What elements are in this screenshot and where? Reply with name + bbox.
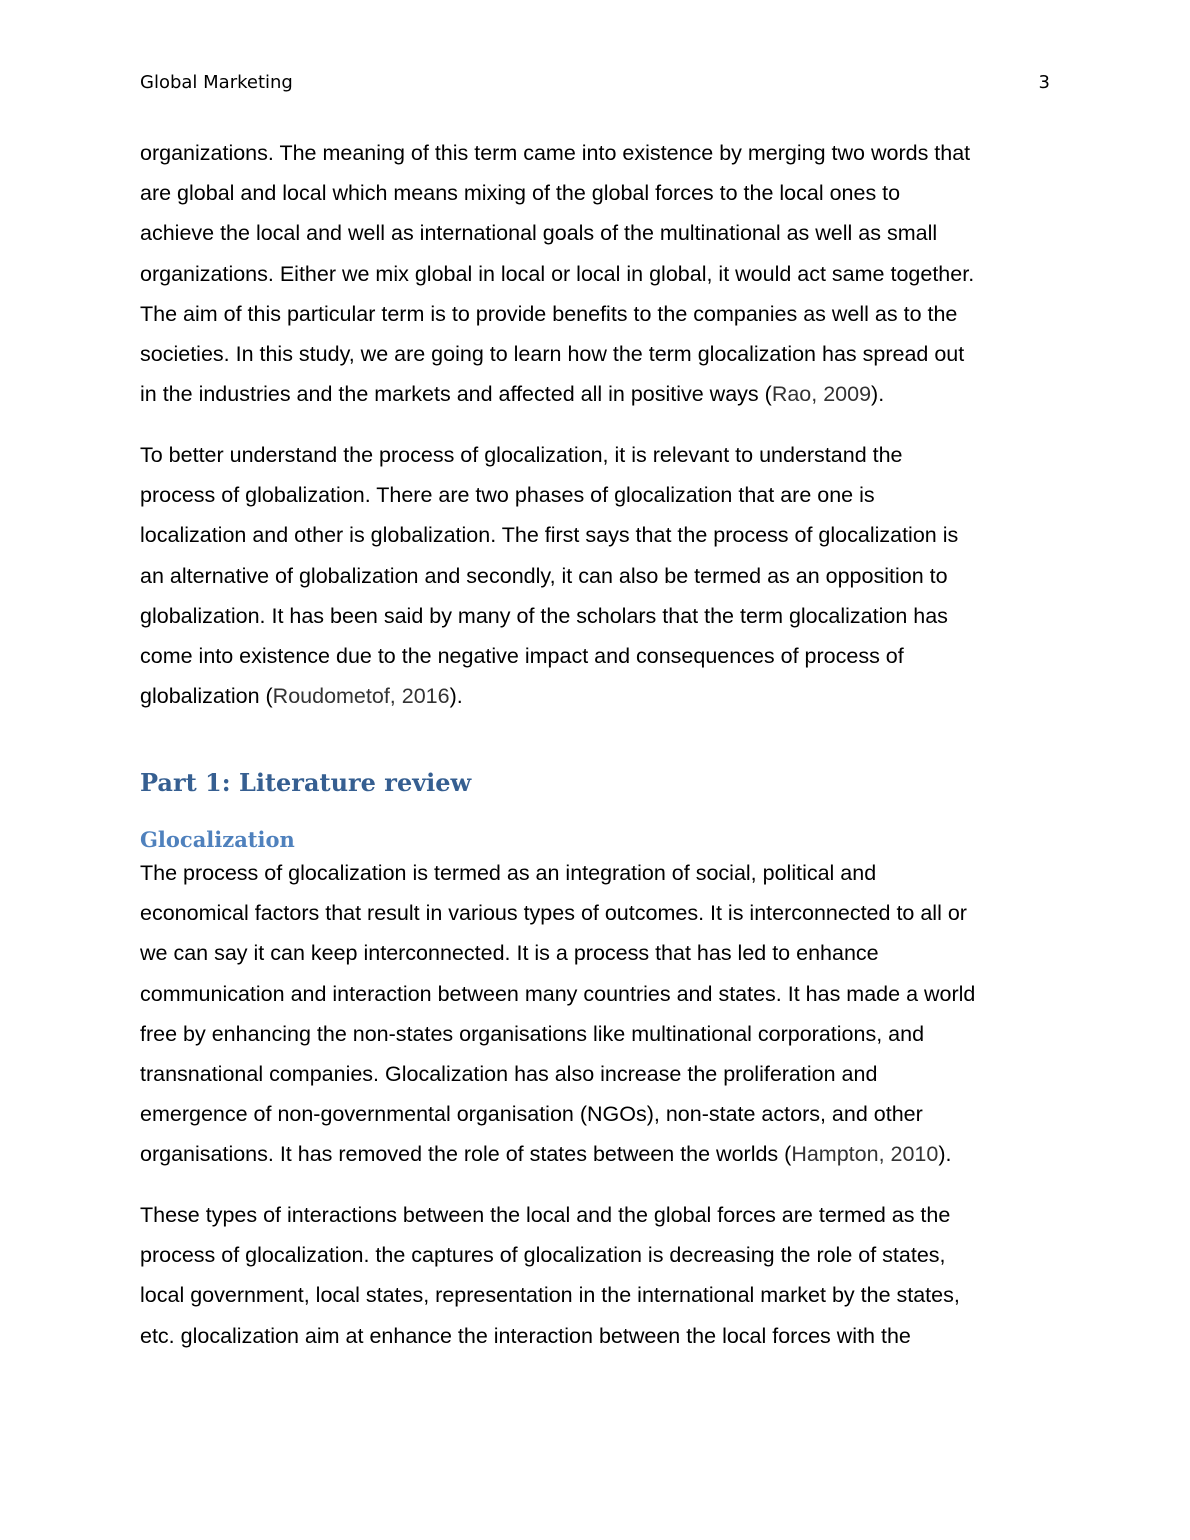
text-line: come into existence due to the negative impact and consequences of process of (140, 643, 904, 668)
text-line: societies. In this study, we are going to learn how the term glocalization has spread out (140, 341, 965, 366)
text-line: economical factors that result in various types of outcomes. It is interconnected to all or (140, 901, 967, 926)
line-closing: ). (449, 684, 463, 709)
line-text: globalization ( (140, 684, 273, 709)
citation: Rao, 2009 (771, 382, 872, 407)
paragraph-glocalization-1 (140, 853, 1056, 1175)
running-header (140, 72, 1050, 96)
text-line: globalization. It has been said by many of the scholars that the term glocalization has (140, 603, 948, 628)
text-line: are global and local which means mixing of the global forces to the local ones to (140, 181, 901, 206)
text-line: an alternative of globalization and secondly, it can also be termed as an opposition to (140, 563, 948, 588)
text-line: etc. glocalization aim at enhance the interaction between the local forces with the (140, 1323, 911, 1348)
section-heading: Part 1: Literature review (140, 768, 472, 797)
line-text: organisations. It has removed the role of states between the worlds ( (140, 1142, 792, 1167)
text-line (140, 676, 1056, 716)
header-title: Global Marketing (140, 72, 293, 93)
line-closing: ). (938, 1142, 952, 1167)
paragraph-glocalization-2 (140, 1195, 1056, 1356)
text-line (140, 1134, 1056, 1174)
paragraph-intro-1 (140, 133, 1056, 414)
text-line: organizations. Either we mix global in local or local in global, it would act same together. (140, 261, 975, 286)
line-text: in the industries and the markets and affected all in positive ways ( (140, 382, 772, 407)
text-line: These types of interactions between the local and the global forces are termed as the (140, 1203, 951, 1227)
text-line: communication and interaction between many countries and states. It has made a world (140, 981, 976, 1006)
text-line: organizations. The meaning of this term came into existence by merging two words that (140, 141, 971, 165)
page-number: 3 (1038, 72, 1050, 93)
text-line: emergence of non-governmental organisation (NGOs), non-state actors, and other (140, 1102, 923, 1127)
text-line: localization and other is globalization. The first says that the process of glocalization is (140, 523, 959, 548)
text-line (140, 374, 1056, 414)
line-closing: ). (871, 382, 885, 407)
text-line: achieve the local and well as international goals of the multinational as well as small (140, 221, 938, 246)
text-line: The aim of this particular term is to provide benefits to the companies as well as to the (140, 301, 958, 326)
text-line: The process of glocalization is termed as an integration of social, political and (140, 861, 877, 885)
text-line: local government, local states, representation in the international market by the states, (140, 1283, 960, 1308)
text-line: transnational companies. Glocalization has also increase the proliferation and (140, 1061, 878, 1086)
text-line: process of glocalization. the captures of glocalization is decreasing the role of states, (140, 1243, 946, 1268)
text-line: process of globalization. There are two phases of glocalization that are one is (140, 483, 875, 508)
citation: Hampton, 2010 (791, 1142, 939, 1167)
citation: Roudometof, 2016 (272, 684, 450, 709)
subsection-heading: Glocalization (140, 827, 295, 852)
paragraph-intro-2 (140, 435, 1056, 716)
text-line: free by enhancing the non-states organisations like multinational corporations, and (140, 1021, 925, 1046)
text-line: we can say it can keep interconnected. It is a process that has led to enhance (140, 941, 879, 966)
text-line: To better understand the process of glocalization, it is relevant to understand the (140, 443, 903, 467)
